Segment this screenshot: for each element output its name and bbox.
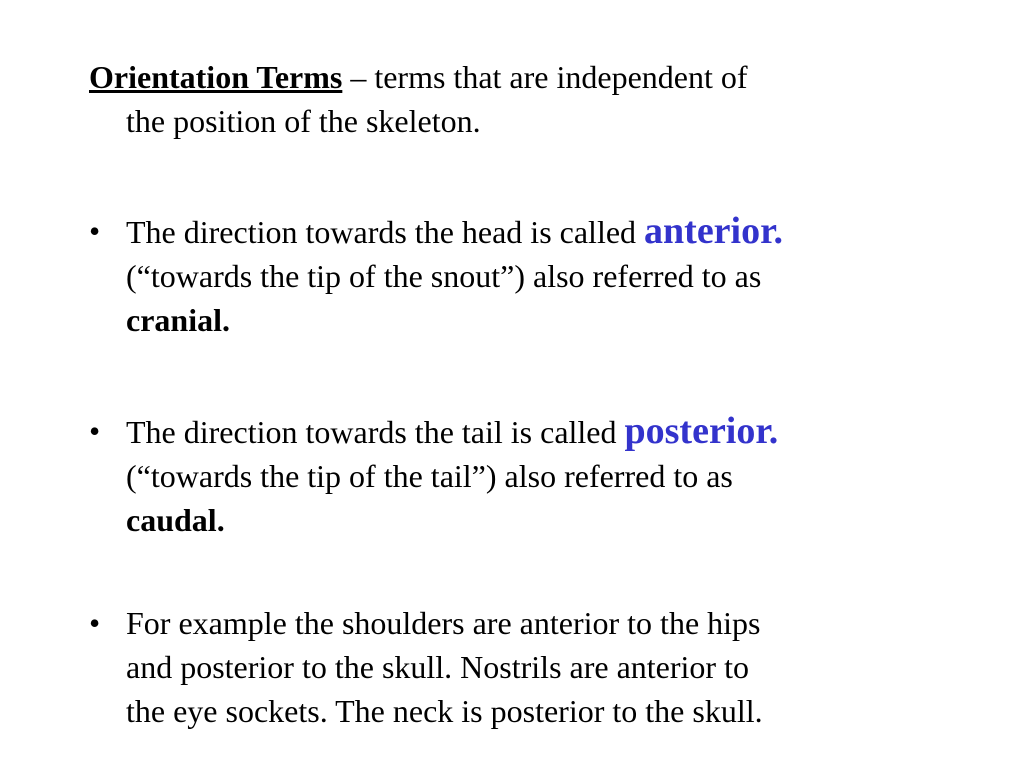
bullet-body <box>126 409 969 542</box>
slide-heading: Orientation Terms <box>89 59 343 95</box>
bullet-text: The direction towards the tail is called <box>126 414 625 450</box>
bullet-marker: • <box>89 413 101 449</box>
bullet-marker: • <box>89 213 101 249</box>
bullet-posterior <box>89 409 969 542</box>
bullet-example <box>89 601 969 733</box>
bullet-line-1 <box>126 209 969 254</box>
bullet-line-1: For example the shoulders are anterior to the hips <box>126 605 761 641</box>
term-cranial: cranial. <box>126 302 230 338</box>
intro-paragraph <box>89 55 949 143</box>
bullet-body <box>126 209 969 342</box>
bullet-line-2: (“towards the tip of the tail”) also referred to as <box>126 458 733 494</box>
bullet-anterior <box>89 209 969 342</box>
term-caudal: caudal. <box>126 502 225 538</box>
bullet-marker: • <box>89 605 101 641</box>
intro-line-1 <box>89 55 949 99</box>
bullet-text: The direction towards the head is called <box>126 214 645 250</box>
bullet-line-3: the eye sockets. The neck is posterior to the skull. <box>126 693 763 729</box>
bullet-line-2: (“towards the tip of the snout”) also referred to as <box>126 258 762 294</box>
intro-text-1: – terms that are independent of <box>342 59 748 95</box>
bullet-body <box>126 601 969 733</box>
bullet-line-2: and posterior to the skull. Nostrils are anterior to <box>126 649 749 685</box>
bullet-line-1 <box>126 409 969 454</box>
term-anterior: anterior. <box>644 210 783 252</box>
intro-line-2: the position of the skeleton. <box>126 103 481 139</box>
term-posterior: posterior. <box>624 410 779 452</box>
